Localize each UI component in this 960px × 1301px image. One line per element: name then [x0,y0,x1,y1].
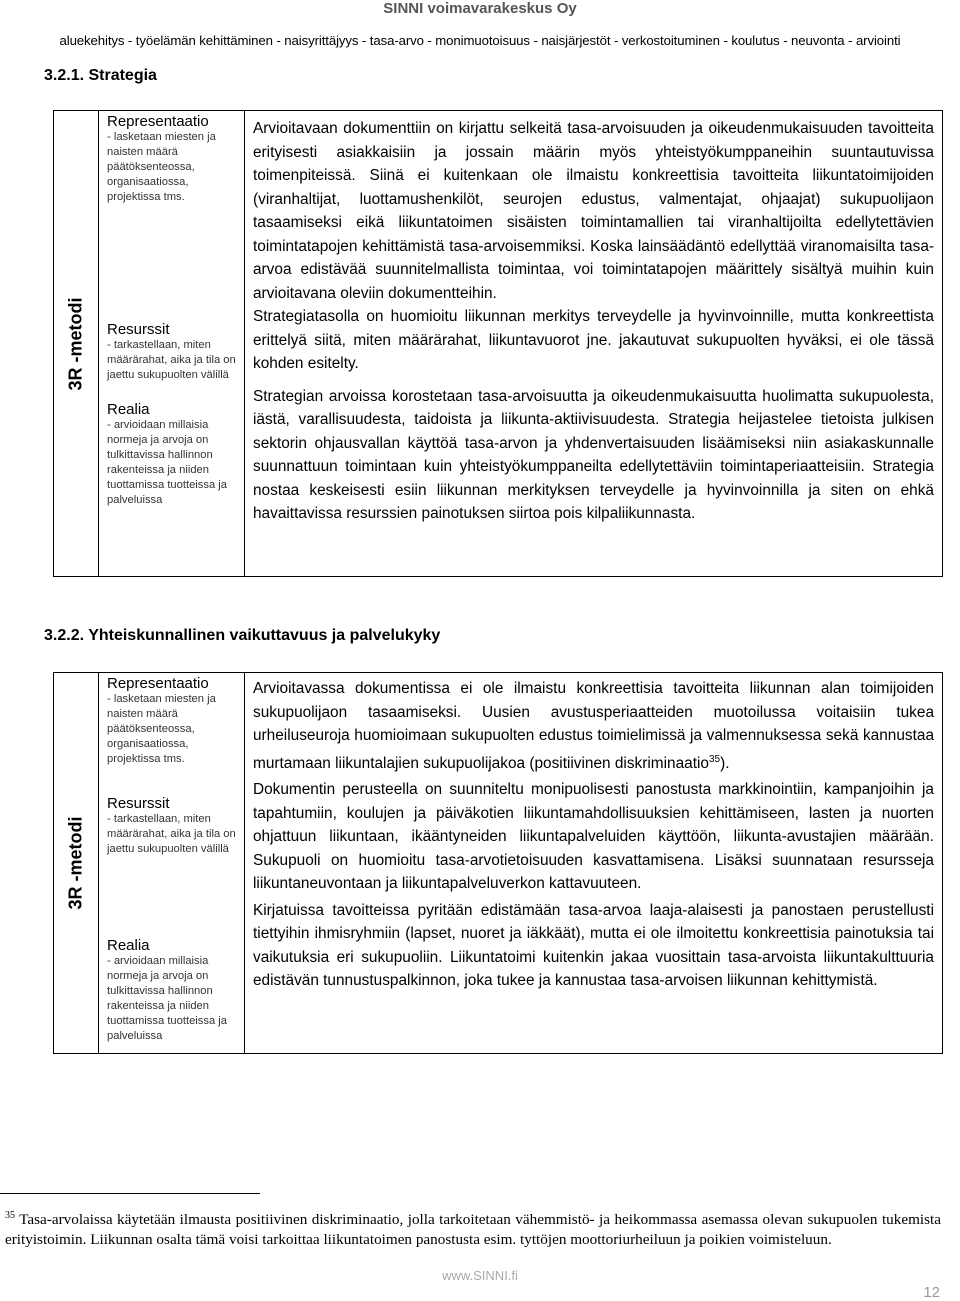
evaluation-paragraph: Arvioitavaan dokumenttiin on kirjattu selkeitä tasa-arvoisuuden ja oikeudenmukaisuuden tavoitteita erityisesti asiakkaisiin ja jossain määrin myös yhteistyökumppaneihin suuntautuvissa toimenpiteissä. Siinä ei kuitenkaan ole ilmaistu konkreettisia tavoitteita liikuntatoimijoiden (viranhaltijat, luottamushenkilöt, seurojen edustus, valmentajat, ohjaajat) sukupuolijaon tasaamiseksi eikä liikuntatoimen sisäisten toimintamallien tai viranhaltijoilta edellytettävien toimintatapojen kehittämistä tasa-arvoisemmiksi. Koska lainsäädäntö edellyttää viranomaisilta tasa-arvoa edistävää suunnitelmallista toimintaa, voi toimintatapojen määrittely sisältyä muihin kuin arvioitavana oleviin dokumentteihin. [253,120,934,302]
evaluation-paragraph: Dokumentin perusteella on suunniteltu monipuolisesti panostusta markkinointiin, kampanjoihin ja tapahtumiin, koulujen ja päiväkotien liikuntamahdollisuuksien kehittämiseen, lasten ja nuorten ohjattuun liikuntaan, ikääntyneiden liikuntapalveluiden käyttöön, liikunta-avustajien määrään. Sukupuoli on huomioitu tasa-arvotietoisuuden kasvattamisena. Lisäksi suunnataan resursseja liikuntaneuvontaan ja liikuntapalveluverkon kattavuuteen. [253,781,934,893]
evaluation-paragraph: Strategiatasolla on huomioitu liikunnan merkitys terveydelle ja hyvinvoinnille, mutta konkreettista erittelyä siitä, miten määrärahat, liikuntavuorot jne. jakautuvat sukupuolten hyväksi, ei ole tässä kohden esitelty. [253,308,934,372]
paragraph-text: Arvioitavassa dokumentissa ei ole ilmaistu konkreettisia tavoitteita liikunnan alan toimijoiden sukupuolijaon tasaamiseksi. Uusien avustusperiaatteiden muotoilussa voitaisiin tukea urheiluseuroja huomioimaan sukupuolten edustus toimielimissä ja valmennuksessa sekä kannustaa murtamaan liikuntalajien sukupuolijakoa (positiivinen diskriminaatio [253,680,934,772]
footnote-number: 35 [5,1210,15,1221]
section-title-strategia: 3.2.1. Strategia [44,67,157,84]
footnote [5,1206,941,1250]
header-company: SINNI voimavarakeskus Oy [383,0,577,17]
method-table-vaikuttavuus [53,672,943,1054]
criteria-cell [99,111,245,577]
criterion-heading: Resurssit [107,795,170,812]
evaluation-paragraph: Strategian arvoissa korostetaan tasa-arvoisuutta ja oikeudenmukaisuutta huolimatta sukupuolesta, iästä, varallisuudesta, taidoista ja liikunta-aktiivisuudesta. Strategia heijastelee tietoista julkisen sektorin ohjausvallan käyttöä tasa-arvon ja yhdenvertaisuuden lisäämiseksi niin asiakaskunnalle suunnattuun toimintaan kuin yhteistyökumppaneilta edellytettäviin toimintaperiaatteisiin. Strategia nostaa keskeisesti esiin liikunnan merkityksen terveydelle ja hyvinvoinnilla ja siten on ehkä havaittavissa resurssien painotuksen siirtoa pois kilpaliikunnasta. [253,387,934,522]
criterion-description: - tarkastellaan, miten määrärahat, aika ja tila on jaettu sukupuolten välillä [107,339,236,381]
criterion-heading: Realia [107,937,150,954]
footer-url[interactable]: www.SINNI.fi [442,1268,518,1283]
page-number: 12 [923,1284,940,1301]
criterion-description: - lasketaan miesten ja naisten määrä päätöksenteossa, organisaatiossa, projektissa tms. [107,131,216,203]
criterion-heading: Representaatio [107,113,209,130]
criterion-description: - arvioidaan millaisia normeja ja arvoja on tulkittavissa hallinnon rakenteissa ja niiden tuottamissa tuotteissa ja palveluissa [107,419,228,506]
criterion-heading: Representaatio [107,675,209,692]
criteria-cell [99,673,245,1054]
method-label: 3R -metodi [65,296,86,391]
footnote-text: Tasa-arvolaissa käytetään ilmausta positiivinen diskriminaatio, jolla tarkoitetaan vähemmistö- ja heikommassa asemassa olevan sukupuolen tukemista erityistoimin. Liikunnan osalta tämä voisi tarkoittaa liikuntatoimen panostusta esim. tyttöjen moottoriurheiluun ja poikien voimisteluun. [5,1211,941,1249]
method-label: 3R -metodi [65,816,86,910]
evaluation-text-cell [245,111,943,577]
footnote-reference[interactable]: 35 [708,753,721,765]
criterion-description: - arvioidaan millaisia normeja ja arvoja on tulkittavissa hallinnon rakenteissa ja niiden tuottamissa tuotteissa ja palveluissa [107,955,228,1042]
evaluation-paragraph [253,677,934,775]
criterion-heading: Resurssit [107,321,170,338]
evaluation-paragraph: Kirjatuissa tavoitteissa pyritään edistämään tasa-arvoa laaja-alaisesti ja panostaen perustellusti tiettyihin ihmisryhmiin (lapset, nuoret ja iäkkäät), mutta ei ole ilmoitettu konkreettisia painotuksia tai vaikutuksia eri sukupuoliin. Liikuntatoimi kuitenkin jakaa vuosittain tasa-arvoista liikuntakulttuuria edistävän tunnustuspalkinnon, joka tukee ja kannustaa tasa-arvoisen liikunnan kehittymistä. [253,901,934,990]
paragraph-text-end: ). [720,754,730,772]
criterion-heading: Realia [107,401,150,418]
method-table-strategia [53,110,943,577]
header-keywords: aluekehitys - työelämän kehittäminen - naisyrittäjyys - tasa-arvo - monimuotoisuus - naisjärjestöt - verkostoituminen - koulutus - neuvonta - arviointi [59,33,901,48]
section-title-vaikuttavuus: 3.2.2. Yhteiskunnallinen vaikuttavuus ja palvelukyky [44,627,441,644]
criterion-description: - lasketaan miesten ja naisten määrä päätöksenteossa, organisaatiossa, projektissa tms. [107,693,216,765]
method-label-cell [54,111,99,577]
method-label-cell [54,673,99,1054]
criterion-description: - tarkastellaan, miten määrärahat, aika ja tila on jaettu sukupuolten välillä [107,813,236,855]
evaluation-text-cell [245,673,943,1054]
